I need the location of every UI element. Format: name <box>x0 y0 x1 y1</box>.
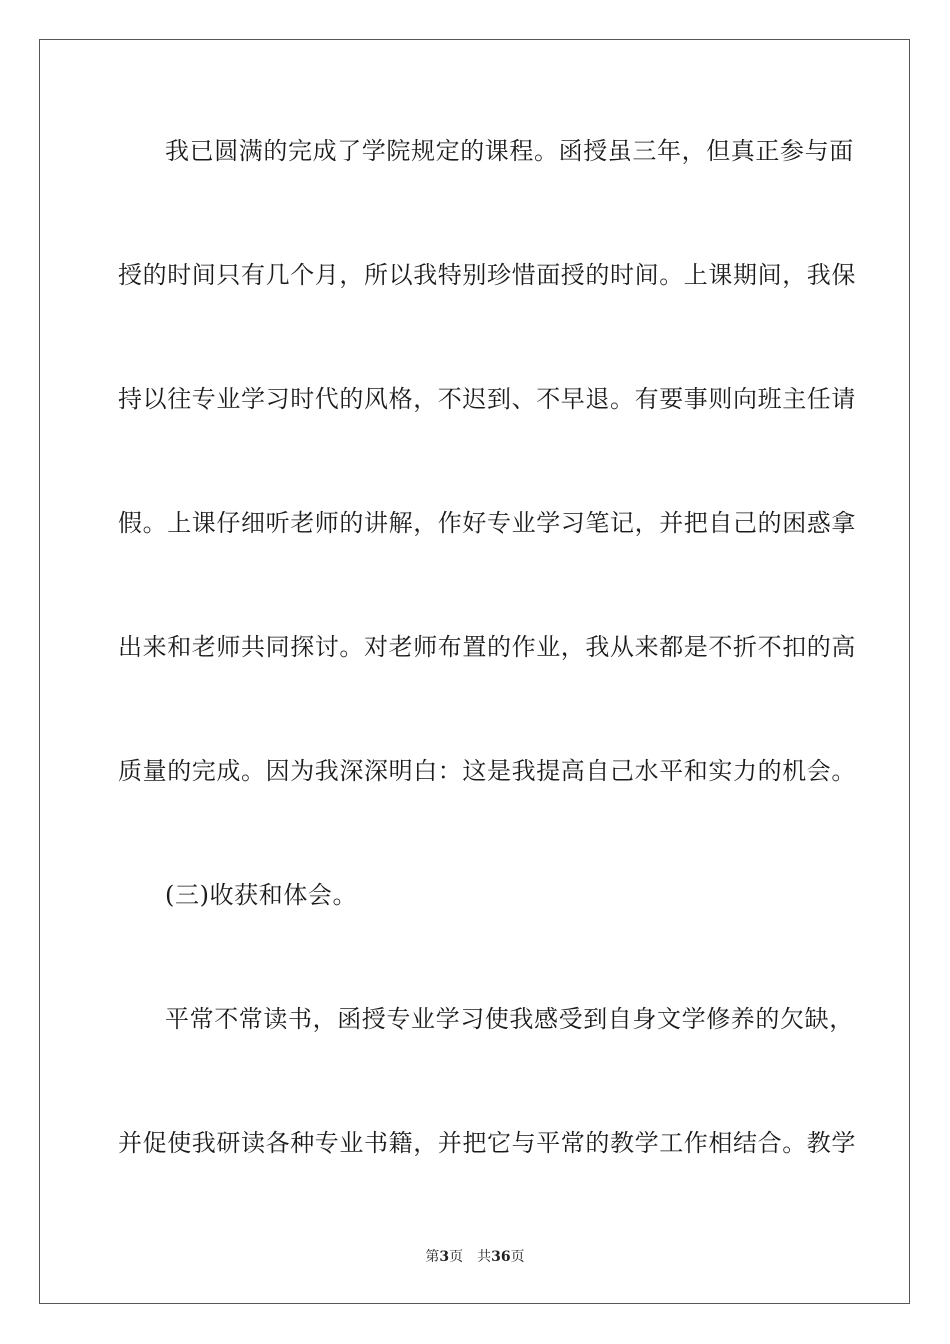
body-text-line: 平常不常读书，函授专业学习使我感受到自身文学修养的欠缺， <box>165 1005 854 1033</box>
body-text-line: 质量的完成。因为我深深明白：这是我提高自己水平和实力的机会。 <box>118 757 856 785</box>
body-text-line: 我已圆满的完成了学院规定的课程。函授虽三年，但真正参与面 <box>165 137 854 165</box>
section-heading: (三)收获和体会。 <box>165 881 358 909</box>
body-text-line: 假。上课仔细听老师的讲解，作好专业学习笔记，并把自己的困惑拿 <box>118 509 856 537</box>
body-text-line: 出来和老师共同探讨。对老师布置的作业，我从来都是不折不扣的高 <box>118 633 856 661</box>
body-text-line: 持以往专业学习时代的风格，不迟到、不早退。有要事则向班主任请 <box>118 385 856 413</box>
page-suffix: 页 <box>449 1249 464 1265</box>
body-text-line: 并促使我研读各种专业书籍，并把它与平常的教学工作相结合。教学 <box>118 1129 856 1157</box>
page-border <box>39 39 910 1304</box>
total-pages: 36 <box>491 1249 511 1265</box>
page-prefix: 第 <box>425 1249 440 1265</box>
total-prefix: 共 <box>477 1249 492 1265</box>
page-footer <box>0 1248 950 1266</box>
page-number: 3 <box>439 1249 450 1265</box>
total-suffix: 页 <box>510 1249 525 1265</box>
body-text-line: 授的时间只有几个月，所以我特别珍惜面授的时间。上课期间，我保 <box>118 261 856 289</box>
